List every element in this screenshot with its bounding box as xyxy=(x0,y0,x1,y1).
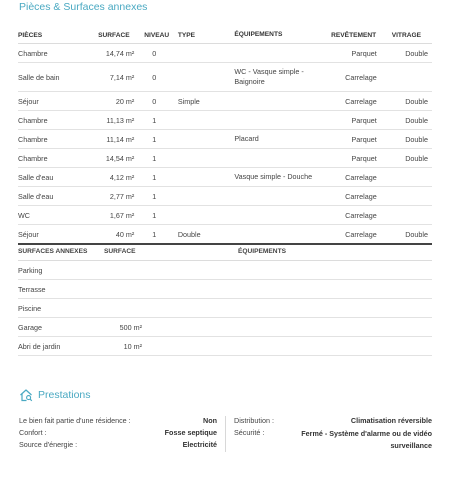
cell-niveau: 1 xyxy=(141,206,178,225)
cell-piece: Salle de bain xyxy=(18,63,84,92)
cell-revetement: Carrelage xyxy=(321,92,379,111)
prestations-header xyxy=(19,388,91,402)
cell-equipements xyxy=(234,206,321,225)
section-title: Pièces & Surfaces annexes xyxy=(19,1,148,13)
cell-piece: Chambre xyxy=(18,111,84,130)
cell-annex-equipements xyxy=(238,280,432,299)
cell-revetement: Carrelage xyxy=(321,187,379,206)
cell-vitrage xyxy=(379,206,432,225)
cell-surface: 1,67 m² xyxy=(84,206,141,225)
table-row xyxy=(18,261,432,280)
prestations-divider xyxy=(225,416,226,452)
cell-type xyxy=(178,187,235,206)
cell-vitrage: Double xyxy=(379,130,432,149)
table-row xyxy=(18,280,432,299)
prestations-title: Prestations xyxy=(38,389,91,401)
cell-surface: 14,54 m² xyxy=(84,149,141,168)
table-row xyxy=(18,44,432,63)
cell-vitrage xyxy=(379,63,432,92)
table-row xyxy=(18,299,432,318)
cell-surface: 20 m² xyxy=(84,92,141,111)
cell-type xyxy=(178,130,235,149)
cell-revetement: Parquet xyxy=(321,111,379,130)
cell-equipements xyxy=(234,92,321,111)
cell-piece: Séjour xyxy=(18,225,84,245)
info-value-securite: Fermé - Système d'alarme ou de vidéo surveillance xyxy=(301,429,432,450)
cell-revetement: Carrelage xyxy=(321,225,379,245)
table-row xyxy=(18,225,432,245)
table-row xyxy=(18,318,432,337)
cell-revetement: Parquet xyxy=(321,44,379,63)
cell-vitrage: Double xyxy=(379,225,432,245)
prestations-left xyxy=(19,416,217,456)
cell-piece: Chambre xyxy=(18,44,84,63)
cell-piece: Séjour xyxy=(18,92,84,111)
cell-spacer xyxy=(149,261,238,280)
cell-niveau: 0 xyxy=(141,63,178,92)
table-row xyxy=(18,130,432,149)
cell-vitrage: Double xyxy=(379,149,432,168)
cell-surface: 7,14 m² xyxy=(84,63,141,92)
cell-niveau: 1 xyxy=(141,225,178,245)
cell-piece: Salle d'eau xyxy=(18,187,84,206)
cell-niveau: 0 xyxy=(141,44,178,63)
cell-type: Simple xyxy=(178,92,235,111)
cell-vitrage: Double xyxy=(379,92,432,111)
cell-type xyxy=(178,44,235,63)
cell-annex-surface: 10 m² xyxy=(90,337,149,356)
cell-equipements xyxy=(234,149,321,168)
prestations-right xyxy=(234,416,432,456)
header-equipements: ÉQUIPEMENTS xyxy=(234,27,321,44)
cell-annex-equipements xyxy=(238,299,432,318)
rooms-header-row xyxy=(18,27,432,44)
cell-surface: 11,13 m² xyxy=(84,111,141,130)
cell-vitrage xyxy=(379,168,432,187)
cell-surface: 11,14 m² xyxy=(84,130,141,149)
header-revetement: REVÊTEMENT xyxy=(321,27,379,44)
cell-surface: 14,74 m² xyxy=(84,44,141,63)
cell-piece: Chambre xyxy=(18,149,84,168)
header-niveau: NIVEAU xyxy=(141,27,178,44)
cell-niveau: 1 xyxy=(141,187,178,206)
cell-surface: 40 m² xyxy=(84,225,141,245)
table-row xyxy=(18,168,432,187)
info-label-securite: Sécurité : xyxy=(234,428,265,437)
cell-vitrage: Double xyxy=(379,111,432,130)
info-label-energie: Source d'énergie : xyxy=(19,440,78,449)
cell-surface: 2,77 m² xyxy=(84,187,141,206)
info-value-confort: Fosse septique xyxy=(164,428,217,437)
cell-revetement: Parquet xyxy=(321,149,379,168)
cell-annex-name: Abri de jardin xyxy=(18,337,90,356)
cell-piece: Salle d'eau xyxy=(18,168,84,187)
cell-revetement: Carrelage xyxy=(321,206,379,225)
info-label-distribution: Distribution : xyxy=(234,416,274,425)
cell-equipements: WC - Vasque simple - Baignoire xyxy=(234,63,321,92)
header-annex-equipements: ÉQUIPEMENTS xyxy=(238,243,432,261)
info-value-residence: Non xyxy=(203,416,217,425)
cell-type: Double xyxy=(178,225,235,245)
table-row xyxy=(18,187,432,206)
header-annex-surface: SURFACE xyxy=(90,243,149,261)
cell-annex-name: Piscine xyxy=(18,299,90,318)
cell-niveau: 1 xyxy=(141,168,178,187)
cell-annex-name: Garage xyxy=(18,318,90,337)
cell-piece: WC xyxy=(18,206,84,225)
table-row xyxy=(18,111,432,130)
cell-equipements xyxy=(234,111,321,130)
cell-revetement: Parquet xyxy=(321,130,379,149)
header-type: TYPE xyxy=(178,27,235,44)
cell-equipements: Placard xyxy=(234,130,321,149)
table-row xyxy=(18,92,432,111)
header-surfaces-annexes: SURFACES ANNEXES xyxy=(18,243,90,261)
cell-niveau: 0 xyxy=(141,92,178,111)
cell-spacer xyxy=(149,299,238,318)
info-value-distribution: Climatisation réversible xyxy=(350,416,432,425)
annex-header-row xyxy=(18,243,432,261)
cell-piece: Chambre xyxy=(18,130,84,149)
cell-type xyxy=(178,63,235,92)
cell-annex-equipements xyxy=(238,337,432,356)
cell-revetement: Carrelage xyxy=(321,63,379,92)
cell-annex-equipements xyxy=(238,261,432,280)
cell-niveau: 1 xyxy=(141,130,178,149)
cell-type xyxy=(178,206,235,225)
annex-table xyxy=(18,243,432,356)
table-row xyxy=(18,206,432,225)
cell-annex-surface xyxy=(90,261,149,280)
cell-niveau: 1 xyxy=(141,111,178,130)
cell-type xyxy=(178,168,235,187)
table-row xyxy=(18,63,432,92)
info-label-residence: Le bien fait partie d'une résidence : xyxy=(19,416,131,425)
info-value-energie: Electricité xyxy=(182,440,217,449)
cell-equipements xyxy=(234,187,321,206)
cell-annex-surface xyxy=(90,280,149,299)
header-vitrage: VITRAGE xyxy=(379,27,432,44)
cell-annex-name: Terrasse xyxy=(18,280,90,299)
cell-equipements xyxy=(234,44,321,63)
table-row xyxy=(18,337,432,356)
cell-type xyxy=(178,111,235,130)
cell-annex-name: Parking xyxy=(18,261,90,280)
house-search-icon xyxy=(19,388,33,402)
rooms-table xyxy=(18,27,432,245)
cell-niveau: 1 xyxy=(141,149,178,168)
info-label-confort: Confort : xyxy=(19,428,47,437)
cell-revetement: Carrelage xyxy=(321,168,379,187)
cell-equipements: Vasque simple - Douche xyxy=(234,168,321,187)
cell-surface: 4,12 m² xyxy=(84,168,141,187)
cell-spacer xyxy=(149,280,238,299)
table-row xyxy=(18,149,432,168)
cell-spacer xyxy=(149,337,238,356)
header-surface: SURFACE xyxy=(84,27,141,44)
cell-equipements xyxy=(234,225,321,245)
cell-vitrage xyxy=(379,187,432,206)
cell-annex-surface: 500 m² xyxy=(90,318,149,337)
cell-annex-surface xyxy=(90,299,149,318)
header-pieces: PIÈCES xyxy=(18,27,84,44)
cell-spacer xyxy=(149,318,238,337)
cell-vitrage: Double xyxy=(379,44,432,63)
header-spacer xyxy=(149,243,238,261)
cell-type xyxy=(178,149,235,168)
cell-annex-equipements xyxy=(238,318,432,337)
